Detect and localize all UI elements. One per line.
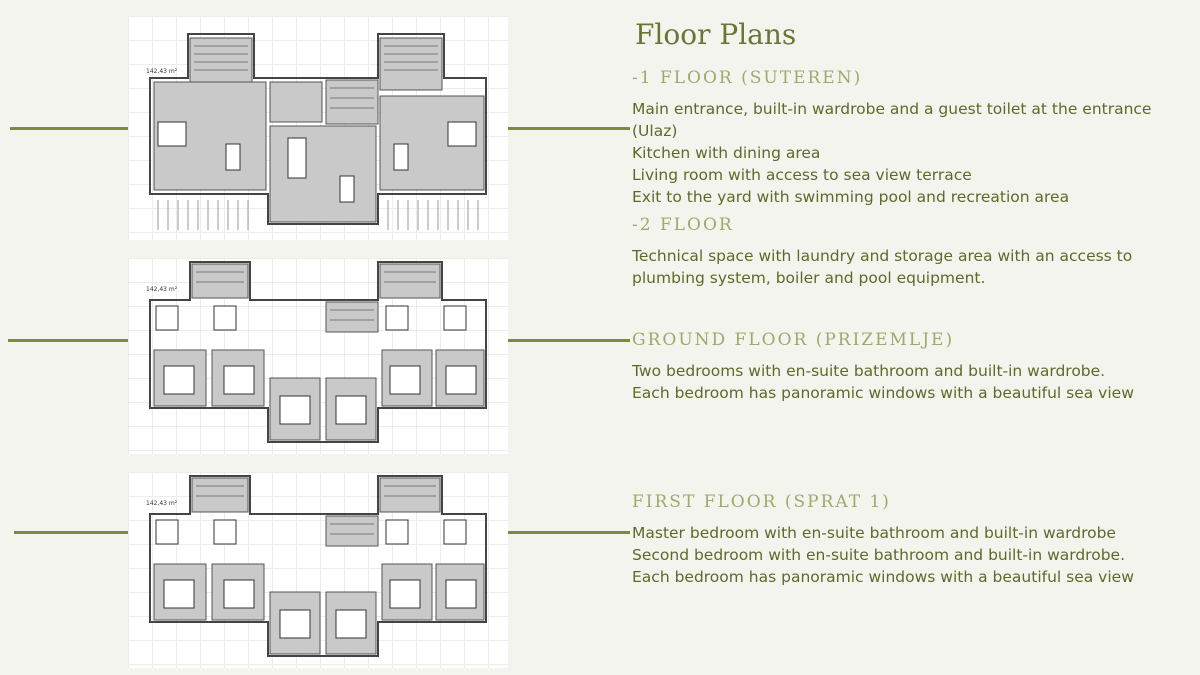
section-heading-ground: GROUND FLOOR (PRIZEMLJE): [632, 330, 955, 350]
divider-line: [8, 339, 128, 342]
divider-line: [10, 127, 128, 130]
floor-plan-ground: [128, 258, 508, 454]
section-line: Technical space with laundry and storage area with an access to plumbing system, boiler and pool equipment.: [632, 247, 1133, 287]
section-line: Second bedroom with en-suite bathroom and built-in wardrobe.: [632, 546, 1126, 564]
section-line: Each bedroom has panoramic windows with a beautiful sea view: [632, 384, 1134, 402]
page-title: Floor Plans: [635, 18, 797, 51]
section-line: Kitchen with dining area: [632, 144, 821, 162]
section-body-basement: [632, 98, 1167, 208]
floor-plan-drawing: [128, 258, 508, 454]
section-body-ground: [632, 360, 1167, 404]
section-body-first: [632, 522, 1167, 588]
section-body-lower: [632, 245, 1167, 289]
section-line: Exit to the yard with swimming pool and recreation area: [632, 188, 1070, 206]
section-heading-first: FIRST FLOOR (SPRAT 1): [632, 492, 891, 512]
section-line: Two bedrooms with en-suite bathroom and built-in wardrobe.: [632, 362, 1106, 380]
floor-plan-basement: [128, 16, 508, 240]
plan-area-label: 142,43 m²: [146, 286, 178, 293]
section-line: Master bedroom with en-suite bathroom and built-in wardrobe: [632, 524, 1116, 542]
section-line: Living room with access to sea view terrace: [632, 166, 972, 184]
section-heading-basement: -1 FLOOR (SUTEREN): [632, 68, 863, 88]
plan-area-label: 142,43 m²: [146, 500, 178, 507]
divider-line: [508, 531, 630, 534]
plan-area-label: 142,43 m²: [146, 68, 178, 75]
divider-line: [508, 339, 630, 342]
floor-plan-drawing: [128, 472, 508, 668]
section-line: Main entrance, built-in wardrobe and a guest toilet at the entrance (Ulaz): [632, 100, 1152, 140]
section-heading-lower: -2 FLOOR: [632, 215, 734, 235]
section-line: Each bedroom has panoramic windows with a beautiful sea view: [632, 568, 1134, 586]
floor-plan-first: [128, 472, 508, 668]
divider-line: [508, 127, 630, 130]
floor-plan-drawing: [128, 16, 508, 240]
divider-line: [14, 531, 128, 534]
